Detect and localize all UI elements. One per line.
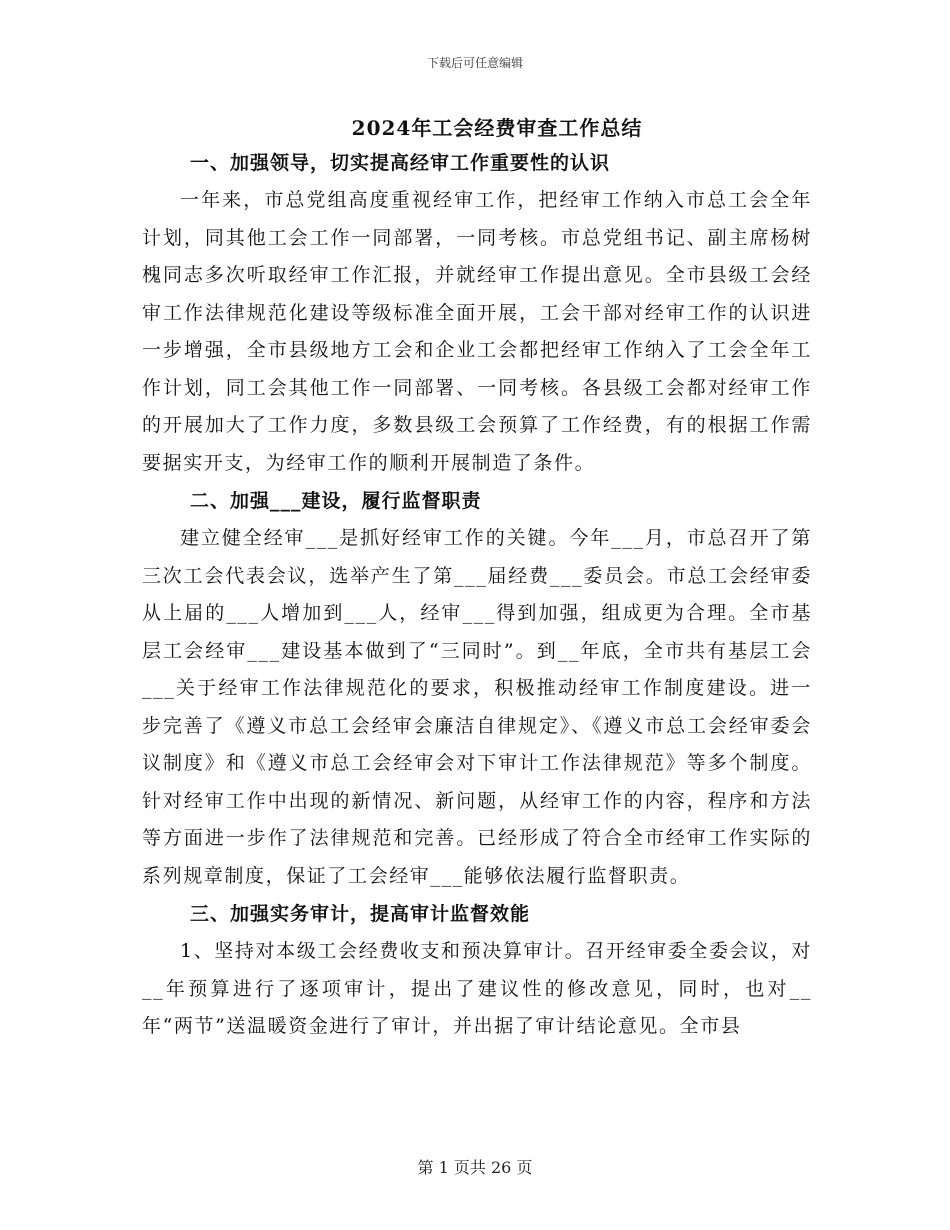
document-title: 2024年工会经费审查工作总结 bbox=[351, 116, 643, 140]
page-number: 第 1 页共 26 页 bbox=[417, 1158, 533, 1177]
section-3-paragraph: 1、坚持对本级工会经费收支和预决算审计。召开经审委全委会议，对__年预算进行了逐项审计，提出了建议性的修改意见，同时，也对__年“两节”送温暖资金进行了审计，并出据了审计结论意见。全市县 bbox=[142, 940, 812, 1037]
section-2-paragraph: 建立健全经审___是抓好经审工作的关键。今年___月，市总召开了第三次工会代表会议，选举产生了第___届经费___委员会。市总工会经审委从上届的___人增加到___人，经审___得到加强，组成更为合理。全市基层工会经审___建设基本做到了“三同时”。到__年底，全市共有基层工会___关于经审工作法律规范化的要求，积极推动经审工作制度建设。进一步完善了《遵义市总工会经审会廉洁自律规定》、《遵义市总工会经审委会议制度》和《遵义市总工会经审会对下审计工作法律规范》等多个制度。针对经审工作中出现的新情况、新问题，从经审工作的内容，程序和方法等方面进一步作了法律规范和完善。已经形成了符合全市经审工作实际的系列规章制度，保证了工会经审___能够依法履行监督职责。 bbox=[142, 527, 812, 887]
page-header-note: 下载后可任意编辑 bbox=[426, 56, 523, 70]
document-body bbox=[142, 112, 812, 1046]
section-1-paragraph: 一年来，市总党组高度重视经审工作，把经审工作纳入市总工会全年计划，同其他工会工作一同部署，一同考核。市总党组书记、副主席杨树槐同志多次听取经审工作汇报，并就经审工作提出意见。全市县级工会经审工作法律规范化建设等级标准全面开展，工会干部对经审工作的认识进一步增强，全市县级地方工会和企业工会都把经审工作纳入了工会全年工作计划，同工会其他工作一同部署、一同考核。各县级工会都对经审工作的开展加大了工作力度，多数县级工会预算了工作经费，有的根据工作需要据实开支，为经审工作的顺利开展制造了条件。 bbox=[142, 189, 812, 474]
section-3-heading: 三、加强实务审计，提高审计监督效能 bbox=[190, 903, 531, 925]
section-2-heading: 二、加强___建设，履行监督职责 bbox=[190, 490, 482, 512]
section-1-heading: 一、加强领导，切实提高经审工作重要性的认识 bbox=[190, 152, 611, 174]
